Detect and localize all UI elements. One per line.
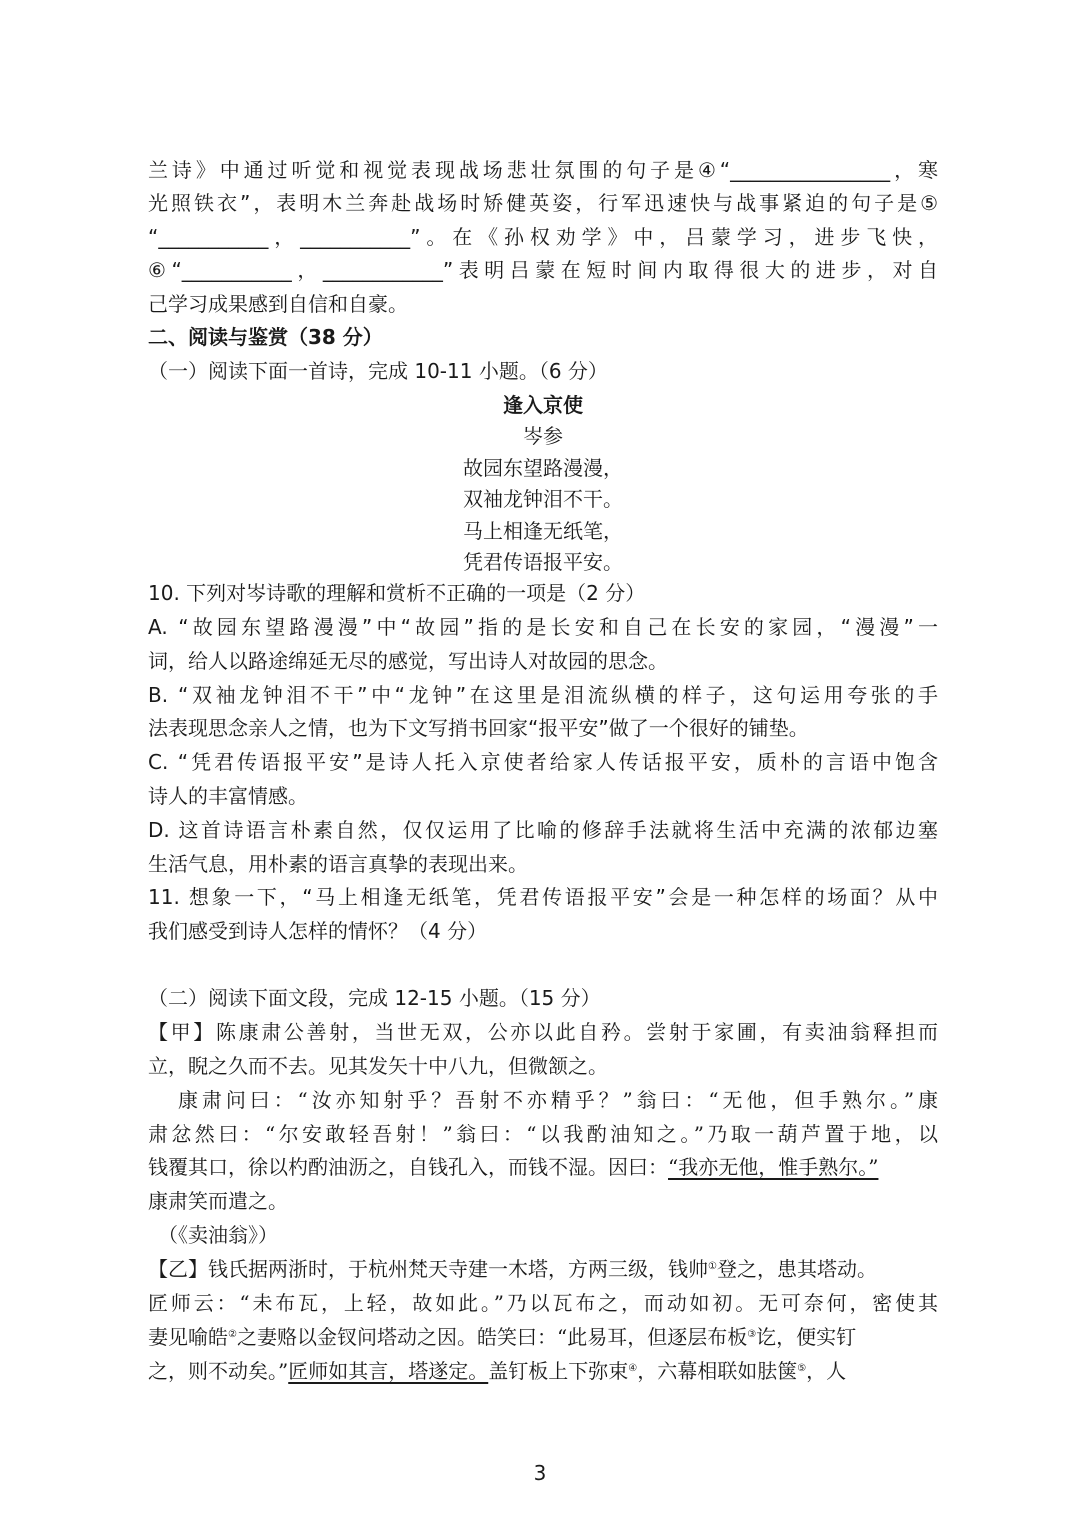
line-text: 盖钉板上下弥束 [488,1359,629,1383]
text-line [148,648,938,674]
line-text: 10. 下列对岑诗歌的理解和赏析不正确的一项是（2 分） [148,581,646,605]
text-line [148,291,938,317]
poem-verse: 马上相逢无纸笔， [463,519,623,543]
line-text: 11. 想象一下，“马上相逢无纸笔，凭君传语报平安”会是一种怎样的场面？从中 [148,885,938,909]
line-text: 立，睨之久而不去。见其发矢十中八九，但微颔之。 [148,1054,608,1078]
text-line [148,1121,938,1147]
line-text: 登之，患其塔动。 [716,1257,877,1281]
line-text: ，人 [806,1359,847,1383]
line-text: 之妻赂以金钗问塔动之因。皓笑曰：“此易耳，但逐层布板 [236,1325,748,1349]
text-line [148,1053,938,1079]
poem-title: 逢入京使 [503,393,583,417]
text-line [148,682,938,708]
line-text: 光照铁衣”，表明木兰奔赴战场时矫健英姿，行军迅速快与战事紧迫的句子是⑤ [148,191,938,215]
line-text: 【乙】钱氏据两浙时，于杭州梵天寺建一木塔，方两三级，钱帅 [148,1257,708,1281]
line-text: B. “双袖龙钟泪不干”中“龙钟”在这里是泪流纵横的样子，这句运用夸张的手 [148,683,938,707]
line-text: （二）阅读下面文段，完成 12-15 小题。（15 分） [148,986,601,1010]
poem-verse: 双袖龙钟泪不干。 [463,487,623,511]
text-line [148,715,938,741]
text-line [148,851,938,877]
poem-author: 岑参 [523,424,563,448]
line-text: 康肃笑而遣之。 [148,1189,288,1213]
line-text: 兰诗》中通过听觉和视觉表现战场悲壮氛围的句子是④“________________，寒 [148,158,938,182]
line-text: 我们感受到诗人怎样的情怀？（4 分） [148,919,488,943]
text-line [148,157,938,183]
line-text: 肃忿然曰：“尔安敢轻吾射！”翁曰：“以我酌油知之。”乃取一葫芦置于地，以 [148,1122,938,1146]
text-line [148,614,938,640]
text-line [148,1154,938,1180]
poem-verse: 故园东望路漫漫， [463,456,623,480]
text-line [148,1256,938,1282]
text-line [148,985,938,1011]
footnote-marker: ④ [628,1363,638,1374]
line-text: 【甲】陈康肃公善射，当世无双，公亦以此自矜。尝射于家圃，有卖油翁释担而 [148,1020,938,1044]
line-text: 生活气息，用朴素的语言真挚的表现出来。 [148,852,528,876]
line-text: 诗人的丰富情感。 [148,784,308,808]
text-line [148,580,938,606]
underlined-text: “我亦无他，惟手熟尔。” [668,1155,879,1179]
line-text: （《卖油翁》） [158,1223,278,1247]
line-text: 己学习成果感到自信和自豪。 [148,292,408,316]
line-text: 康肃问曰：“汝亦知射乎？吾射不亦精乎？”翁曰：“无他，但手熟尔。”康 [178,1088,938,1112]
text-line [148,1019,938,1045]
line-text: ⑥“___________，____________”表明吕蒙在短时间内取得很大的进步，对自 [148,258,938,282]
line-text: 词，给人以路途绵延无尽的感觉，写出诗人对故园的思念。 [148,649,668,673]
line-text: C. “凭君传语报平安”是诗人托入京使者给家人传话报平安，质朴的言语中饱含 [148,750,938,774]
footnote-marker: ② [228,1329,237,1340]
underlined-text: 匠师如其言，塔遂定。 [288,1359,489,1383]
line-text: 钱覆其口，徐以杓酌油沥之，自钱孔入，而钱不湿。因曰： [148,1155,668,1179]
footnote-marker: ⑤ [797,1363,807,1374]
line-text: 二、阅读与鉴赏（38 分） [148,325,383,349]
text-line [148,257,938,283]
text-line [148,324,938,350]
line-text: 妻见喻皓 [148,1325,228,1349]
text-line [158,1222,938,1248]
footnote-marker: ③ [747,1329,757,1340]
text-line [148,884,938,910]
line-text: 匠师云：“未布瓦，上轻，故如此。”乃以瓦布之，而动如初。无可奈何，密使其 [148,1291,938,1315]
text-line [178,1087,938,1113]
text-line [148,1188,938,1214]
line-text: 讫，便实钉 [756,1325,857,1349]
text-line [148,1324,938,1350]
text-line [148,224,938,250]
line-text: D. 这首诗语言朴素自然，仅仅运用了比喻的修辞手法就将生活中充满的浓郁边塞 [148,818,938,842]
line-text: 法表现思念亲人之情，也为下文写捎书回家“报平安”做了一个很好的铺垫。 [148,716,809,740]
text-line [148,190,938,216]
line-text: 之，则不动矣。” [148,1359,289,1383]
text-line [148,918,938,944]
text-line [148,1358,938,1384]
footnote-marker: ① [708,1261,717,1272]
text-line [148,1290,938,1316]
line-text: ，六幕相联如胠箧 [637,1359,798,1383]
line-text: （一）阅读下面一首诗，完成 10-11 小题。（6 分） [148,359,608,383]
line-text: “___________，___________”。在《孙权劝学》中，吕蒙学习，进步飞快， [148,225,938,249]
page-number: 3 [533,1461,547,1485]
line-text: A. “故园东望路漫漫”中“故园”指的是长安和自己在长安的家园，“漫漫”一 [148,615,938,639]
text-line [148,817,938,843]
poem-verse: 凭君传语报平安。 [463,550,623,574]
text-line [148,783,938,809]
text-line [148,749,938,775]
text-line [148,358,938,384]
